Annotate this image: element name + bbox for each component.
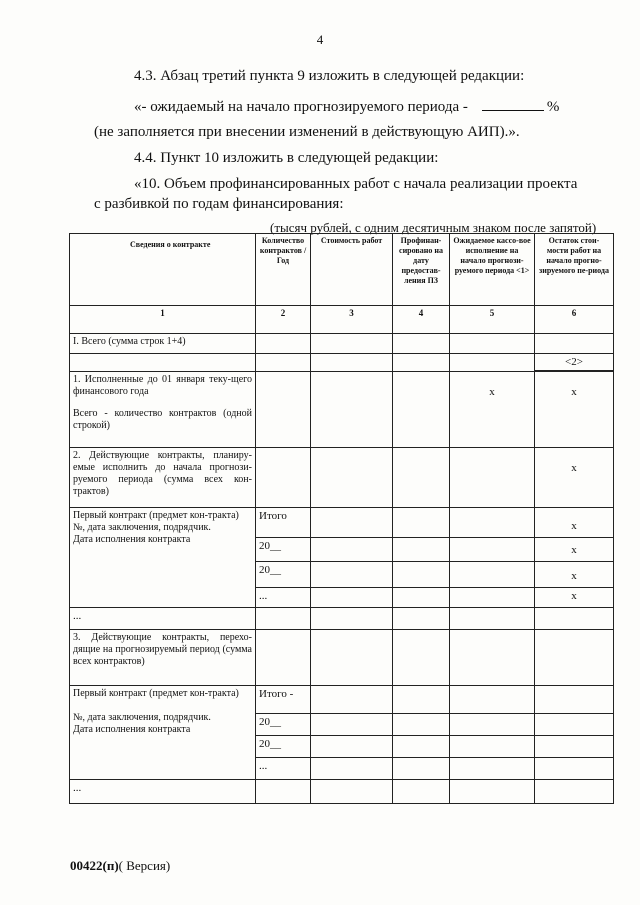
col-number: 1 xyxy=(70,306,256,334)
itogo-label: Итого xyxy=(256,508,311,538)
table-row xyxy=(70,372,614,448)
ellipsis: ... xyxy=(70,608,256,630)
first-itogo-mark: x xyxy=(535,508,614,538)
header-remaining: Остаток стои-мости работ на начало прогно-зируемого пе-риода xyxy=(535,234,614,306)
first-contract-details: №, дата заключения, подрядчик. xyxy=(73,522,211,533)
blank-line xyxy=(482,96,544,111)
col-number: 6 xyxy=(535,306,614,334)
ellipsis: ... xyxy=(70,780,256,804)
header-row xyxy=(70,234,614,306)
first-year1-mark: x xyxy=(535,538,614,562)
row-done-title: 1. Исполненные до 01 января теку-щего финансового года xyxy=(73,374,252,397)
ellipsis: ... xyxy=(256,758,311,780)
row-total-label: I. Всего (сумма строк 1+4) xyxy=(70,334,256,354)
first-dots-mark: x xyxy=(535,588,614,608)
col-number: 5 xyxy=(450,306,535,334)
active-col6-mark: x xyxy=(535,448,614,508)
percent-sign: % xyxy=(546,99,560,115)
paragraph-10-cont: с разбивкой по годам финансирования: xyxy=(94,196,344,212)
paragraph-expected xyxy=(134,96,559,117)
column-numbers-row xyxy=(70,306,614,334)
footer xyxy=(70,858,170,874)
col-number: 2 xyxy=(256,306,311,334)
done-col5-mark: x xyxy=(450,372,535,448)
first-contract-date: Дата исполнения контракта xyxy=(73,534,191,545)
table-row xyxy=(70,448,614,508)
table-row xyxy=(70,780,614,804)
paragraph-4-4: 4.4. Пункт 10 изложить в следующей редакции: xyxy=(134,150,439,166)
header-expected: Ожидаемое кассо-вое исполнение на начало прогнози-руемого периода <1> xyxy=(450,234,535,306)
year-label: 20__ xyxy=(256,736,311,758)
table-row xyxy=(70,608,614,630)
table-row xyxy=(70,508,614,538)
itogo-label: Итого - xyxy=(256,686,311,714)
table-row xyxy=(70,354,614,371)
row-done-sub: Всего - количество контрактов (одной строкой) xyxy=(73,408,252,431)
row-active-label: 2. Действующие контракты, планиру-емые исполнить до начала прогнози-руемого периода (сумма всех кон-трактов) xyxy=(70,448,256,508)
document-code: 00422(п) xyxy=(70,858,119,873)
year-label: 20__ xyxy=(256,538,311,562)
page-number: 4 xyxy=(316,32,324,47)
year-label: 20__ xyxy=(256,562,311,588)
financing-table xyxy=(69,233,614,804)
header-count-year: Количество контрактов /Год xyxy=(256,234,311,306)
expected-text: «- ожидаемый на начало прогнозируемого периода - xyxy=(134,99,468,115)
document-version: ( Версия) xyxy=(118,858,171,873)
paragraph-10: «10. Объем профинансированных работ с начала реализации проекта xyxy=(134,176,578,192)
year-label: 20__ xyxy=(256,714,311,736)
first-contract-2-details: №, дата заключения, подрядчик. xyxy=(73,712,211,723)
table-row xyxy=(70,630,614,686)
total-col6-mark: <2> xyxy=(535,354,614,371)
header-contract-info: Сведения о контракте xyxy=(70,234,256,306)
first-contract-2-subject: Первый контракт (предмет кон-тракта) xyxy=(73,688,239,699)
header-cost: Стоимость работ xyxy=(311,234,393,306)
col-number: 4 xyxy=(393,306,450,334)
first-contract-subject: Первый контракт (предмет кон-тракта) xyxy=(73,510,239,521)
ellipsis: ... xyxy=(256,588,311,608)
first-year2-mark: x xyxy=(535,562,614,588)
table-row xyxy=(70,334,614,354)
done-col6-mark: x xyxy=(535,372,614,448)
col-number: 3 xyxy=(311,306,393,334)
row-rollover-label: 3. Действующие контракты, перехо-дящие на прогнозируемый период (сумма всех контрактов) xyxy=(70,630,256,686)
row-first-contract-label xyxy=(70,508,256,608)
header-financed: Профинан-сировано на дату предостав-ления ПЗ xyxy=(393,234,450,306)
units-note: (тысяч рублей, с одним десятичным знаком после запятой) xyxy=(270,220,597,235)
paragraph-4-3: 4.3. Абзац третий пункта 9 изложить в следующей редакции: xyxy=(134,68,525,84)
row-first-contract-2-label xyxy=(70,686,256,780)
row-done-label xyxy=(70,372,256,448)
paragraph-note: (не заполняется при внесении изменений в действующую АИП).». xyxy=(94,124,520,140)
first-contract-2-date: Дата исполнения контракта xyxy=(73,724,191,735)
table-row xyxy=(70,686,614,714)
